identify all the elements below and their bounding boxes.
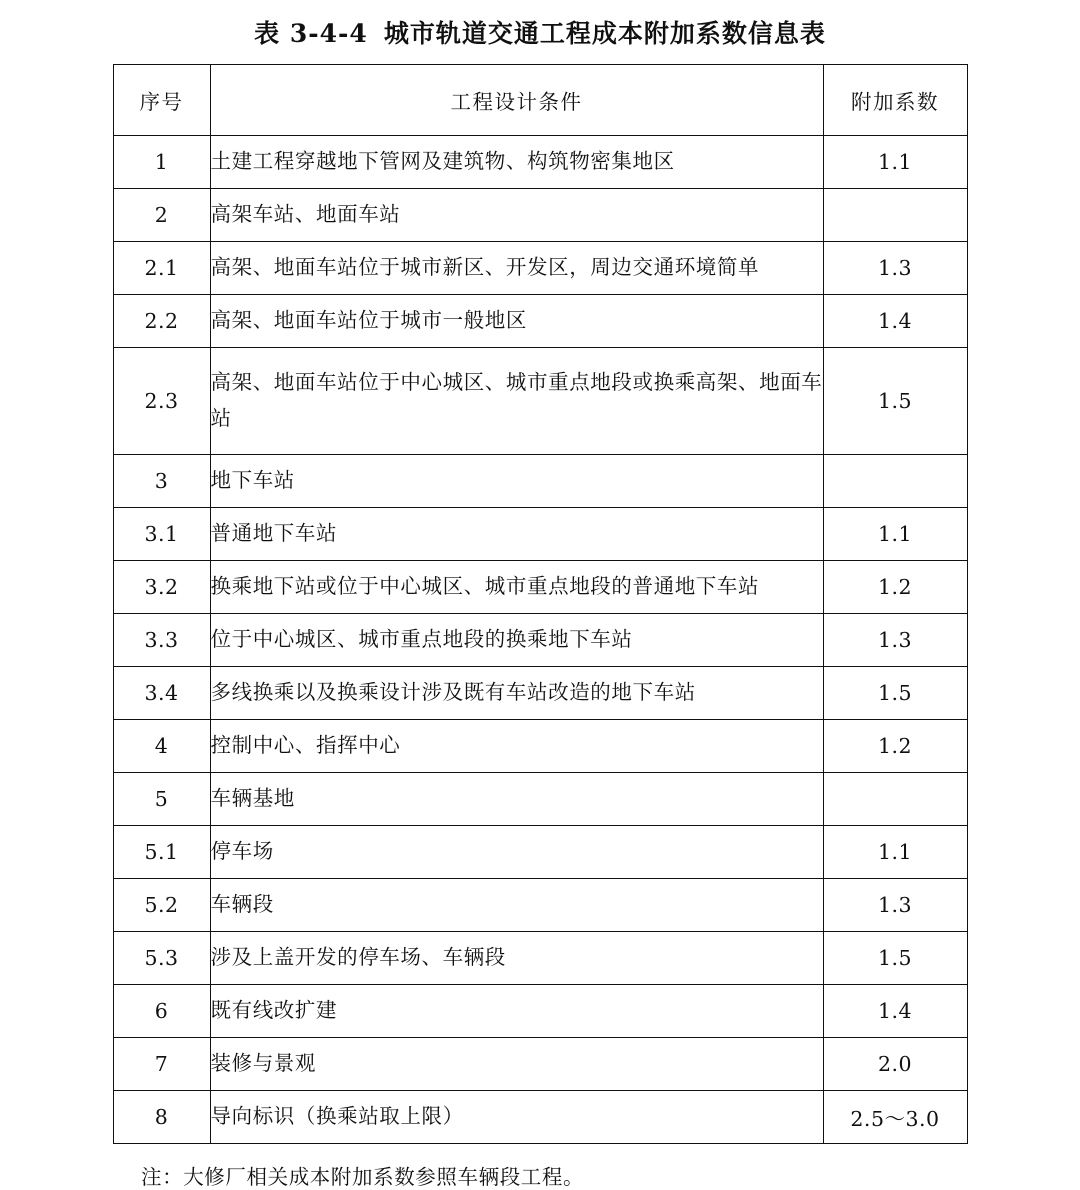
row-number: 2	[113, 189, 210, 242]
row-coefficient: 1.4	[823, 985, 967, 1038]
table-row	[113, 1091, 967, 1144]
table-row	[113, 879, 967, 932]
row-coefficient: 2.5～3.0	[823, 1091, 967, 1144]
row-coefficient: 1.5	[823, 932, 967, 985]
row-coefficient: 2.0	[823, 1038, 967, 1091]
table-row	[113, 455, 967, 508]
row-condition: 位于中心城区、城市重点地段的换乘地下车站	[210, 614, 823, 667]
row-coefficient: 1.5	[823, 348, 967, 455]
row-condition: 高架、地面车站位于中心城区、城市重点地段或换乘高架、地面车站	[210, 348, 823, 455]
row-number: 5.2	[113, 879, 210, 932]
table-row	[113, 295, 967, 348]
row-number: 2.1	[113, 242, 210, 295]
row-coefficient: 1.2	[823, 720, 967, 773]
table-row	[113, 242, 967, 295]
table-row	[113, 1038, 967, 1091]
table-row	[113, 826, 967, 879]
row-number: 1	[113, 136, 210, 189]
row-condition: 既有线改扩建	[210, 985, 823, 1038]
row-number: 3.4	[113, 667, 210, 720]
table-body	[113, 136, 967, 1144]
header-condition: 工程设计条件	[210, 65, 823, 136]
table-number: 表 3-4-4	[254, 19, 368, 48]
row-condition: 涉及上盖开发的停车场、车辆段	[210, 932, 823, 985]
table-row	[113, 508, 967, 561]
row-condition: 换乘地下站或位于中心城区、城市重点地段的普通地下车站	[210, 561, 823, 614]
row-number: 5.1	[113, 826, 210, 879]
row-coefficient: 1.4	[823, 295, 967, 348]
table-row	[113, 667, 967, 720]
row-coefficient	[823, 189, 967, 242]
row-coefficient	[823, 455, 967, 508]
table-row	[113, 932, 967, 985]
row-coefficient	[823, 773, 967, 826]
row-condition: 车辆段	[210, 879, 823, 932]
row-condition: 普通地下车站	[210, 508, 823, 561]
table-note: 注：大修厂相关成本附加系数参照车辆段工程。	[141, 1165, 585, 1189]
row-coefficient: 1.1	[823, 826, 967, 879]
row-number: 3.3	[113, 614, 210, 667]
row-condition: 土建工程穿越地下管网及建筑物、构筑物密集地区	[210, 136, 823, 189]
row-condition: 高架车站、地面车站	[210, 189, 823, 242]
row-condition: 高架、地面车站位于城市新区、开发区，周边交通环境简单	[210, 242, 823, 295]
table-row	[113, 561, 967, 614]
coefficient-table	[113, 64, 968, 1144]
row-number: 4	[113, 720, 210, 773]
row-condition: 装修与景观	[210, 1038, 823, 1091]
row-number: 5	[113, 773, 210, 826]
row-number: 8	[113, 1091, 210, 1144]
table-row	[113, 348, 967, 455]
row-condition: 停车场	[210, 826, 823, 879]
row-number: 3.2	[113, 561, 210, 614]
header-no: 序号	[113, 65, 210, 136]
row-condition: 车辆基地	[210, 773, 823, 826]
row-coefficient: 1.1	[823, 136, 967, 189]
row-number: 3.1	[113, 508, 210, 561]
row-coefficient: 1.3	[823, 879, 967, 932]
row-coefficient: 1.1	[823, 508, 967, 561]
table-row	[113, 614, 967, 667]
row-coefficient: 1.2	[823, 561, 967, 614]
row-condition: 多线换乘以及换乘设计涉及既有车站改造的地下车站	[210, 667, 823, 720]
table-row	[113, 985, 967, 1038]
table-title	[0, 0, 1080, 64]
row-condition: 控制中心、指挥中心	[210, 720, 823, 773]
row-coefficient: 1.3	[823, 242, 967, 295]
table-row	[113, 136, 967, 189]
row-condition: 高架、地面车站位于城市一般地区	[210, 295, 823, 348]
table-row	[113, 189, 967, 242]
table-row	[113, 773, 967, 826]
row-condition: 导向标识（换乘站取上限）	[210, 1091, 823, 1144]
row-coefficient: 1.5	[823, 667, 967, 720]
row-number: 2.2	[113, 295, 210, 348]
table-row	[113, 720, 967, 773]
row-number: 3	[113, 455, 210, 508]
table-header	[113, 65, 967, 136]
row-number: 6	[113, 985, 210, 1038]
row-number: 5.3	[113, 932, 210, 985]
table-title-text: 城市轨道交通工程成本附加系数信息表	[383, 19, 826, 48]
row-number: 7	[113, 1038, 210, 1091]
row-coefficient: 1.3	[823, 614, 967, 667]
row-condition: 地下车站	[210, 455, 823, 508]
row-number: 2.3	[113, 348, 210, 455]
header-coefficient: 附加系数	[823, 65, 967, 136]
